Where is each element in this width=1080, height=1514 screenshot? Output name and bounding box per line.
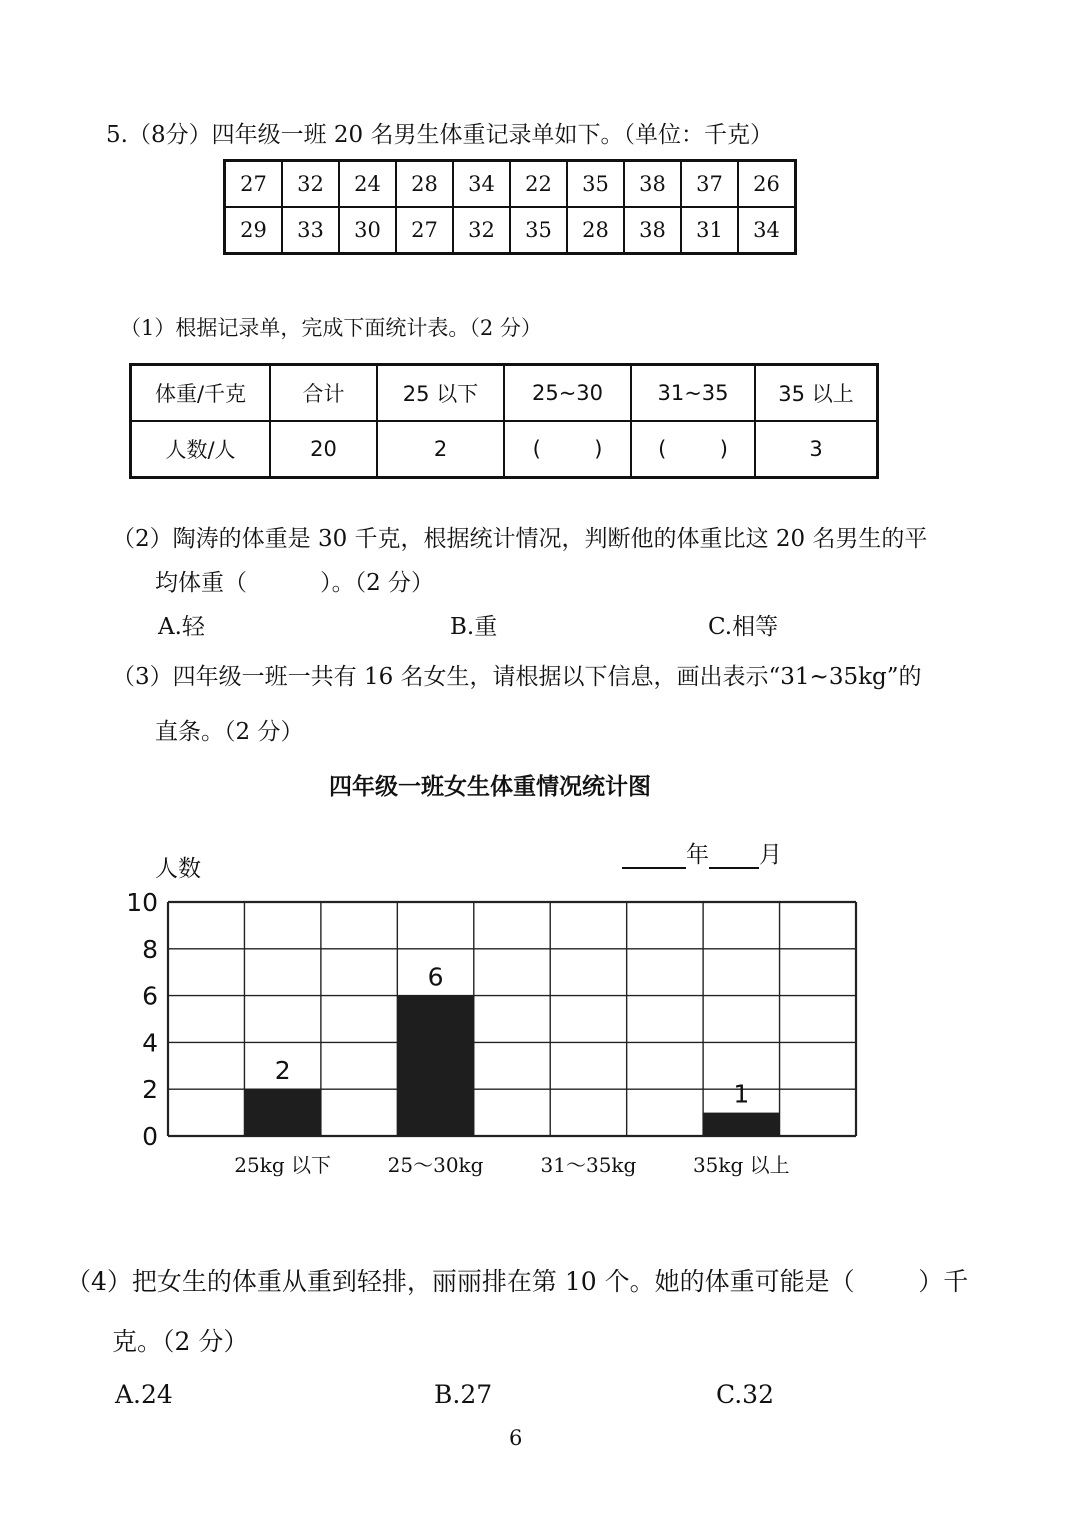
bar-value-label: 6 xyxy=(427,962,444,992)
x-category-label: 31～35kg xyxy=(540,1153,637,1177)
stat-value-row xyxy=(131,421,878,478)
bars xyxy=(244,963,779,1136)
stat-value-cell: 3 xyxy=(755,421,878,478)
option-c[interactable]: C.相等 xyxy=(708,614,779,640)
record-cell: 32 xyxy=(282,161,339,208)
record-cell: 32 xyxy=(453,207,510,254)
year-blank[interactable] xyxy=(622,845,686,869)
part-1-prompt: （1）根据记录单，完成下面统计表。（2 分） xyxy=(120,316,542,340)
record-cell: 28 xyxy=(567,207,624,254)
record-cell: 30 xyxy=(339,207,396,254)
stat-header-cell: 25 以下 xyxy=(377,365,504,422)
part-3-prompt-line2: 直条。（2 分） xyxy=(155,719,304,745)
bar xyxy=(244,1089,320,1136)
bar xyxy=(397,996,473,1136)
y-tick-label: 2 xyxy=(142,1075,158,1105)
y-axis-label: 人数 xyxy=(155,856,201,882)
x-labels xyxy=(234,1153,789,1177)
bar-chart xyxy=(120,880,880,1190)
x-category-label: 25～30kg xyxy=(387,1153,484,1177)
option-a[interactable]: A.24 xyxy=(115,1380,173,1409)
stat-value-cell: 人数/人 xyxy=(131,421,271,478)
bar xyxy=(703,1113,779,1136)
y-tick-label: 4 xyxy=(142,1028,158,1058)
bar-value-label: 1 xyxy=(733,1079,750,1109)
record-cell: 26 xyxy=(738,161,796,208)
stat-value-cell: 20 xyxy=(270,421,377,478)
option-b[interactable]: B.27 xyxy=(434,1380,493,1409)
stat-header-cell: 25~30 xyxy=(504,365,631,422)
stat-value-cell: 2 xyxy=(377,421,504,478)
record-cell: 27 xyxy=(225,161,283,208)
y-tick-label: 8 xyxy=(142,934,158,964)
record-cell: 24 xyxy=(339,161,396,208)
part-4-prompt-line1: （4）把女生的体重从重到轻排，丽丽排在第 10 个。她的体重可能是（ ）千 xyxy=(66,1267,969,1296)
record-cell: 34 xyxy=(738,207,796,254)
y-tick-label: 6 xyxy=(142,981,158,1011)
y-ticks xyxy=(126,888,158,1151)
bar-value-label: 2 xyxy=(274,1056,291,1086)
month-label: 月 xyxy=(759,842,782,868)
y-tick-label: 0 xyxy=(142,1122,158,1151)
part-4-prompt-line2: 克。（2 分） xyxy=(112,1327,249,1356)
record-cell: 35 xyxy=(510,207,567,254)
option-a[interactable]: A.轻 xyxy=(158,614,205,640)
answer-blank-25-30[interactable]: ( ) xyxy=(504,421,631,478)
year-label: 年 xyxy=(686,842,709,868)
part-3-prompt-line1: （3）四年级一班一共有 16 名女生，请根据以下信息，画出表示“31~35kg”的 xyxy=(112,664,922,690)
stat-header-row xyxy=(131,365,878,422)
stat-header-cell: 31~35 xyxy=(631,365,755,422)
part-2-prompt-line2: 均体重（ ）。（2 分） xyxy=(155,570,435,596)
record-cell: 27 xyxy=(396,207,453,254)
record-cell: 29 xyxy=(225,207,283,254)
option-c[interactable]: C.32 xyxy=(716,1380,774,1409)
chart-title: 四年级一班女生体重情况统计图 xyxy=(329,774,651,800)
record-cell: 22 xyxy=(510,161,567,208)
record-row xyxy=(225,207,796,254)
record-row xyxy=(225,161,796,208)
stat-header-cell: 合计 xyxy=(270,365,377,422)
month-blank[interactable] xyxy=(709,845,759,869)
stat-header-cell: 35 以上 xyxy=(755,365,878,422)
record-cell: 38 xyxy=(624,207,681,254)
weight-record-table xyxy=(223,159,797,255)
date-blanks xyxy=(622,836,782,869)
statistics-table xyxy=(129,363,879,479)
page-number: 6 xyxy=(509,1426,523,1450)
record-cell: 35 xyxy=(567,161,624,208)
record-cell: 28 xyxy=(396,161,453,208)
record-cell: 33 xyxy=(282,207,339,254)
record-cell: 37 xyxy=(681,161,738,208)
stat-header-cell: 体重/千克 xyxy=(131,365,271,422)
x-category-label: 35kg 以上 xyxy=(692,1153,790,1177)
question-5-heading: 5.（8分）四年级一班 20 名男生体重记录单如下。（单位：千克） xyxy=(106,122,773,148)
x-category-label: 25kg 以下 xyxy=(234,1153,332,1177)
record-cell: 38 xyxy=(624,161,681,208)
record-cell: 31 xyxy=(681,207,738,254)
y-tick-label: 10 xyxy=(126,888,158,917)
answer-blank-31-35[interactable]: ( ) xyxy=(631,421,755,478)
option-b[interactable]: B.重 xyxy=(450,614,498,640)
part-2-prompt-line1: （2）陶涛的体重是 30 千克，根据统计情况，判断他的体重比这 20 名男生的平 xyxy=(112,526,928,552)
record-cell: 34 xyxy=(453,161,510,208)
